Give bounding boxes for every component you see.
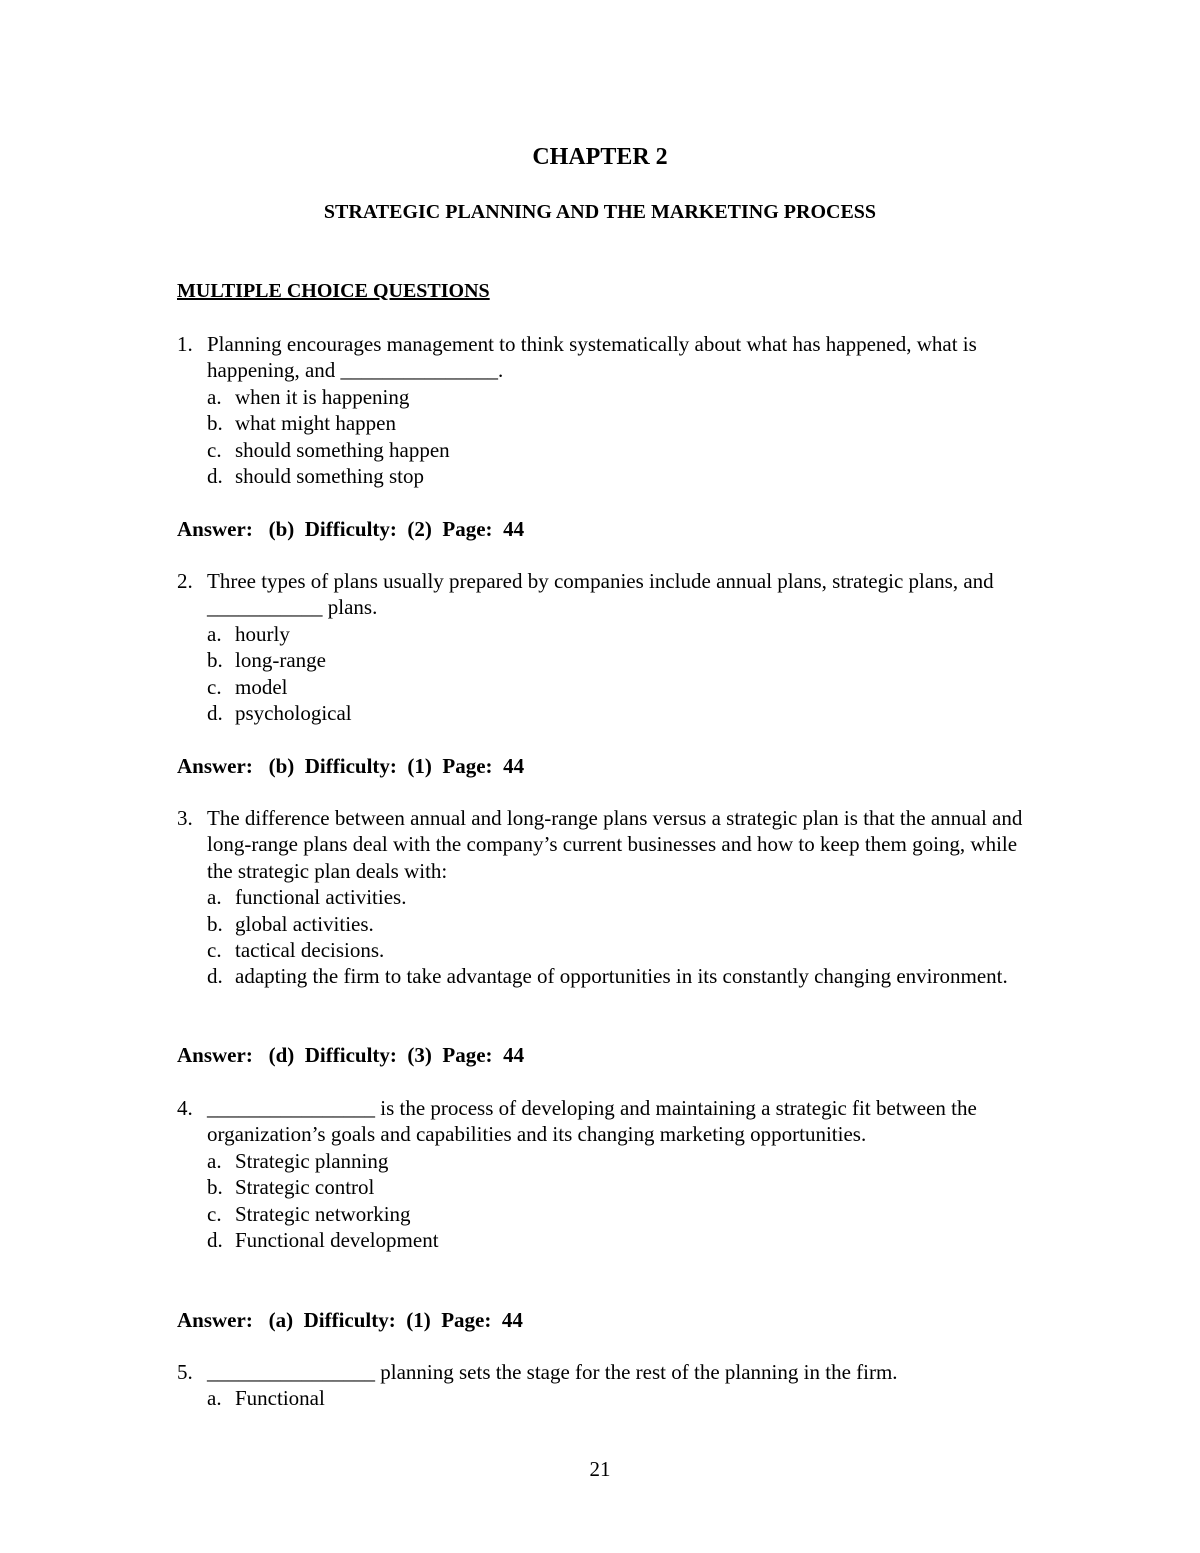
question-number: 3. [177,806,193,830]
option-b: b. what might happen [207,411,396,436]
page-number: 21 [589,1457,611,1481]
option-b: b. Strategic control [207,1175,375,1200]
question-text: ________________ planning sets the stage for the rest of the planning in the firm. [207,1360,898,1384]
options-list [207,1385,1027,1411]
option-c: c. Strategic networking [207,1201,411,1226]
question-2 [177,568,1027,726]
option-d: d. Functional development [207,1228,439,1253]
options-list [207,1148,1027,1254]
answer-line-3: Answer: (d) Difficulty: (3) Page: 44 [177,1043,525,1067]
option-d: d. adapting the firm to take advantage of opportunities in its constantly changing environment. [207,964,1008,989]
option-b: b. global activities. [207,911,374,936]
option-c: c. model [207,674,288,699]
option-c: c. should something happen [207,437,450,462]
option-a: a. Functional [207,1386,325,1411]
answer-line-1: Answer: (b) Difficulty: (2) Page: 44 [177,517,525,541]
option-a: a. functional activities. [207,885,407,910]
question-text: Three types of plans usually prepared by companies include annual plans, strategic plans, and ___________ plans. [207,569,994,620]
question-number: 1. [177,332,193,356]
option-d: d. psychological [207,701,352,726]
question-text: The difference between annual and long-range plans versus a strategic plan is that the annual and long-range plans deal with the company’s current businesses and how to keep them going, while the strategic plan deals with: [207,806,1023,883]
chapter-title: CHAPTER 2 [532,144,668,170]
option-d: d. should something stop [207,464,425,489]
answer-line-2: Answer: (b) Difficulty: (1) Page: 44 [177,754,525,778]
option-b: b. long-range [207,648,326,673]
question-number: 5. [177,1360,193,1384]
chapter-subtitle: STRATEGIC PLANNING AND THE MARKETING PROCESS [323,201,877,223]
option-a: a. when it is happening [207,384,410,409]
section-heading: MULTIPLE CHOICE QUESTIONS [177,280,490,302]
question-1 [177,331,1027,489]
question-text: Planning encourages management to think systematically about what has happened, what is happening, and _______________. [207,332,977,383]
question-text: ________________ is the process of developing and maintaining a strategic fit between the organization’s goals and capabilities and its changing marketing opportunities. [207,1096,977,1147]
question-4 [177,1095,1027,1253]
question-number: 2. [177,569,193,593]
question-number: 4. [177,1096,193,1120]
question-5 [177,1359,1027,1412]
question-3 [177,805,1027,990]
options-list [207,621,1027,727]
option-a: a. Strategic planning [207,1148,389,1173]
options-list [207,384,1027,490]
answer-line-4: Answer: (a) Difficulty: (1) Page: 44 [177,1308,523,1332]
options-list [207,884,1027,990]
option-a: a. hourly [207,621,290,646]
option-c: c. tactical decisions. [207,938,385,963]
